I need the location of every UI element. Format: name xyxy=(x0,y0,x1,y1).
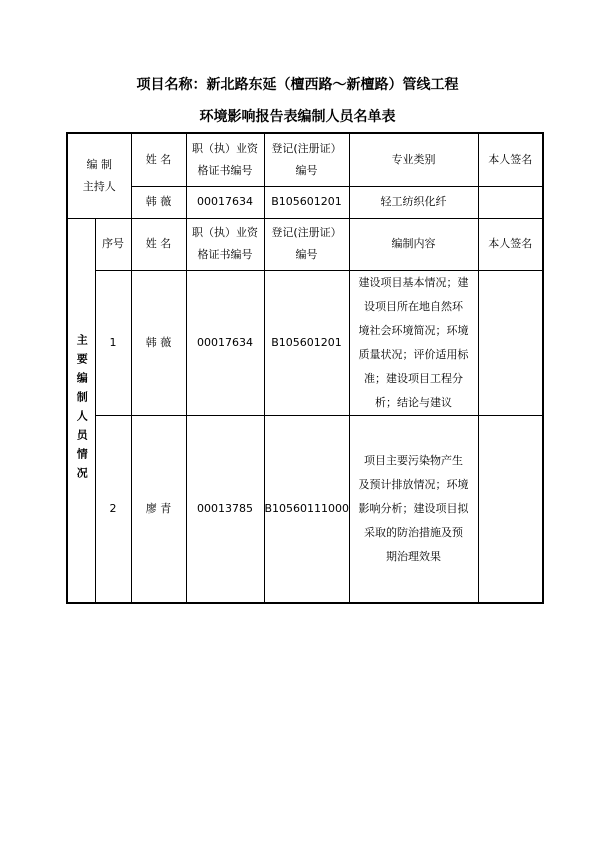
host-group-label: 编 制 主持人 xyxy=(67,133,131,218)
staff-table xyxy=(66,132,544,604)
staff-cert: 00017634 xyxy=(186,270,264,415)
staff-group-label: 主要编制人员情况 xyxy=(67,218,95,603)
staff-reg: B10560111000 xyxy=(264,415,349,603)
host-cert: 00017634 xyxy=(186,186,264,218)
staff-header-name: 姓 名 xyxy=(131,218,186,270)
host-header-name: 姓 名 xyxy=(131,133,186,186)
host-header-reg: 登记(注册证） 编号 xyxy=(264,133,349,186)
host-header-cert: 职（执）业资 格证书编号 xyxy=(186,133,264,186)
staff-signature-cell[interactable] xyxy=(478,415,543,603)
staff-name: 廖 青 xyxy=(131,415,186,603)
host-signature-cell[interactable] xyxy=(478,186,543,218)
host-header-specialty: 专业类别 xyxy=(349,133,478,186)
staff-content: 建设项目基本情况；建 设项目所在地自然环 境社会环境简况；环境 质量状况；评价适用标 准；建设项目工程分 析；结论与建议 xyxy=(349,270,478,415)
staff-reg: B105601201 xyxy=(264,270,349,415)
staff-header-content: 编制内容 xyxy=(349,218,478,270)
host-data-row xyxy=(67,186,543,218)
host-reg: B105601201 xyxy=(264,186,349,218)
staff-name: 韩 薇 xyxy=(131,270,186,415)
project-title: 项目名称：新北路东延（檀西路～新檀路）管线工程 xyxy=(136,77,459,93)
staff-seq: 1 xyxy=(95,270,131,415)
staff-header-cert: 职（执）业资 格证书编号 xyxy=(186,218,264,270)
host-name: 韩 薇 xyxy=(131,186,186,218)
staff-cert: 00013785 xyxy=(186,415,264,603)
staff-content: 项目主要污染物产生 及预计排放情况；环境 影响分析；建设项目拟 采取的防治措施及预 期治理效果 xyxy=(349,415,478,603)
host-header-row xyxy=(67,133,543,186)
staff-signature-cell[interactable] xyxy=(478,270,543,415)
table-row xyxy=(67,270,543,415)
staff-header-row xyxy=(67,218,543,270)
table-row xyxy=(67,415,543,603)
staff-header-seq: 序号 xyxy=(95,218,131,270)
staff-header-signature: 本人签名 xyxy=(478,218,543,270)
host-header-signature: 本人签名 xyxy=(478,133,543,186)
staff-seq: 2 xyxy=(95,415,131,603)
staff-header-reg: 登记(注册证） 编号 xyxy=(264,218,349,270)
host-specialty: 轻工纺织化纤 xyxy=(349,186,478,218)
form-title: 环境影响报告表编制人员名单表 xyxy=(199,109,396,125)
